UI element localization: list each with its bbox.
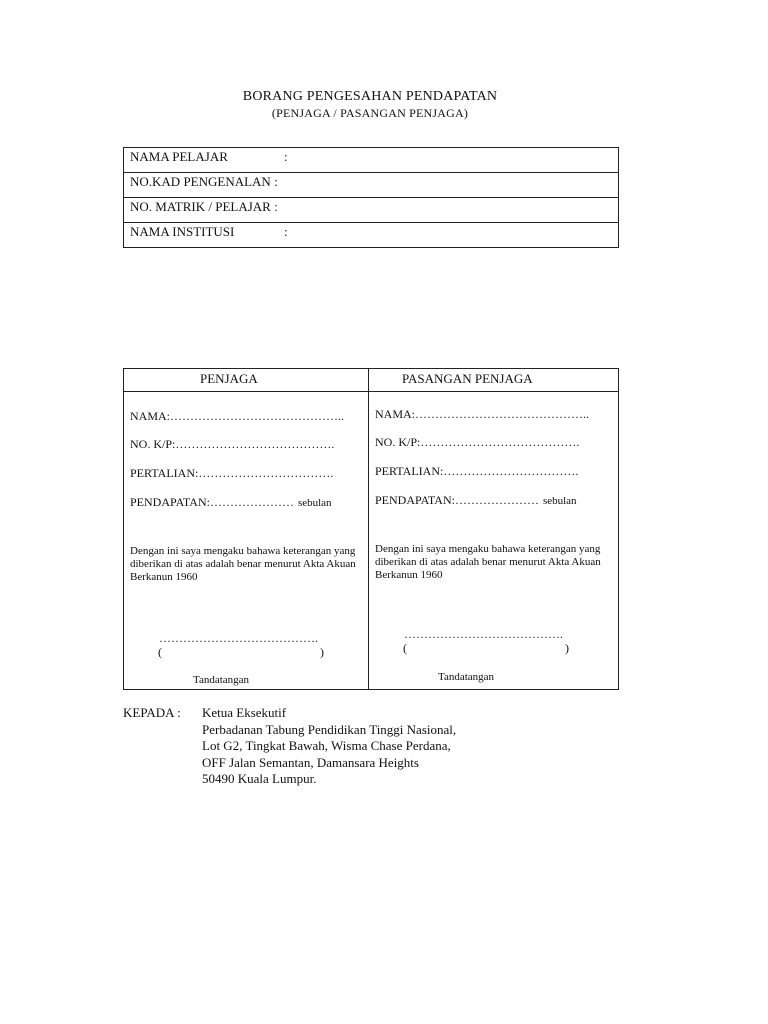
matric-number-row xyxy=(124,198,618,223)
address-line: Ketua Eksekutif xyxy=(202,705,287,720)
address-line: OFF Jalan Semantan, Damansara Heights xyxy=(202,754,419,770)
guardian-relationship-field[interactable]: PERTALIAN:……………………………. xyxy=(130,466,334,480)
spouse-ic-field[interactable]: NO. K/P:…………………………………. xyxy=(375,435,580,449)
form-title: BORANG PENGESAHAN PENDAPATAN xyxy=(242,89,498,104)
guardian-table-header xyxy=(124,369,618,392)
guardian-column xyxy=(124,391,368,689)
guardian-paren-open: ( xyxy=(158,645,162,659)
address-line: Lot G2, Tingkat Bawah, Wisma Chase Perdana, xyxy=(202,738,451,753)
student-name-row xyxy=(124,148,618,173)
spouse-name-field[interactable]: NAMA:…………………………………….. xyxy=(375,407,590,421)
spouse-signature-label: Tandatangan xyxy=(438,671,495,683)
spouse-paren-close: ) xyxy=(565,641,569,655)
institution-colon: : xyxy=(284,224,288,239)
guardian-ic-field[interactable]: NO. K/P:…………………………………. xyxy=(130,437,335,451)
guardian-declaration: Dengan ini saya mengaku bahawa keterangan yang diberikan di atas adalah benar menurut Akta Akuan Berkanun 1960 xyxy=(130,545,356,583)
guardian-income-table xyxy=(123,368,619,690)
address-line: Perbadanan Tabung Pendidikan Tinggi Nasional, xyxy=(202,721,457,737)
ic-number-label: NO.KAD PENGENALAN : xyxy=(130,174,278,189)
spouse-relationship-field[interactable]: PERTALIAN:……………………………. xyxy=(375,464,579,478)
guardian-signature-line[interactable]: …………………………………. xyxy=(159,631,318,645)
guardian-paren-close: ) xyxy=(320,645,324,659)
institution-row xyxy=(124,223,618,248)
student-name-label: NAMA PELAJAR xyxy=(130,149,228,164)
spouse-signature-line[interactable]: …………………………………. xyxy=(404,627,563,641)
ic-number-row xyxy=(124,173,618,198)
spouse-header: PASANGAN PENJAGA xyxy=(402,371,533,386)
matric-number-label: NO. MATRIK / PELAJAR : xyxy=(130,199,278,214)
spouse-declaration: Dengan ini saya mengaku bahawa keterangan yang diberikan di atas adalah benar menurut Akta Akuan Berkanun 1960 xyxy=(375,543,601,581)
spouse-income-field[interactable]: PENDAPATAN:………………… sebulan xyxy=(375,493,577,507)
recipient-address xyxy=(202,705,456,788)
recipient-label: KEPADA : xyxy=(123,705,181,720)
student-name-colon: : xyxy=(284,149,288,164)
guardian-income-field[interactable]: PENDAPATAN:………………… sebulan xyxy=(130,495,332,509)
form-subtitle: (PENJAGA / PASANGAN PENJAGA) xyxy=(271,106,469,120)
spouse-paren-open: ( xyxy=(403,641,407,655)
address-line: 50490 Kuala Lumpur. xyxy=(202,771,317,786)
student-info-table xyxy=(123,147,619,248)
institution-label: NAMA INSTITUSI xyxy=(130,224,235,239)
spouse-column xyxy=(369,391,613,689)
guardian-name-field[interactable]: NAMA:…………………………………….. xyxy=(130,409,345,423)
guardian-header: PENJAGA xyxy=(200,371,258,386)
guardian-signature-label: Tandatangan xyxy=(193,674,250,686)
